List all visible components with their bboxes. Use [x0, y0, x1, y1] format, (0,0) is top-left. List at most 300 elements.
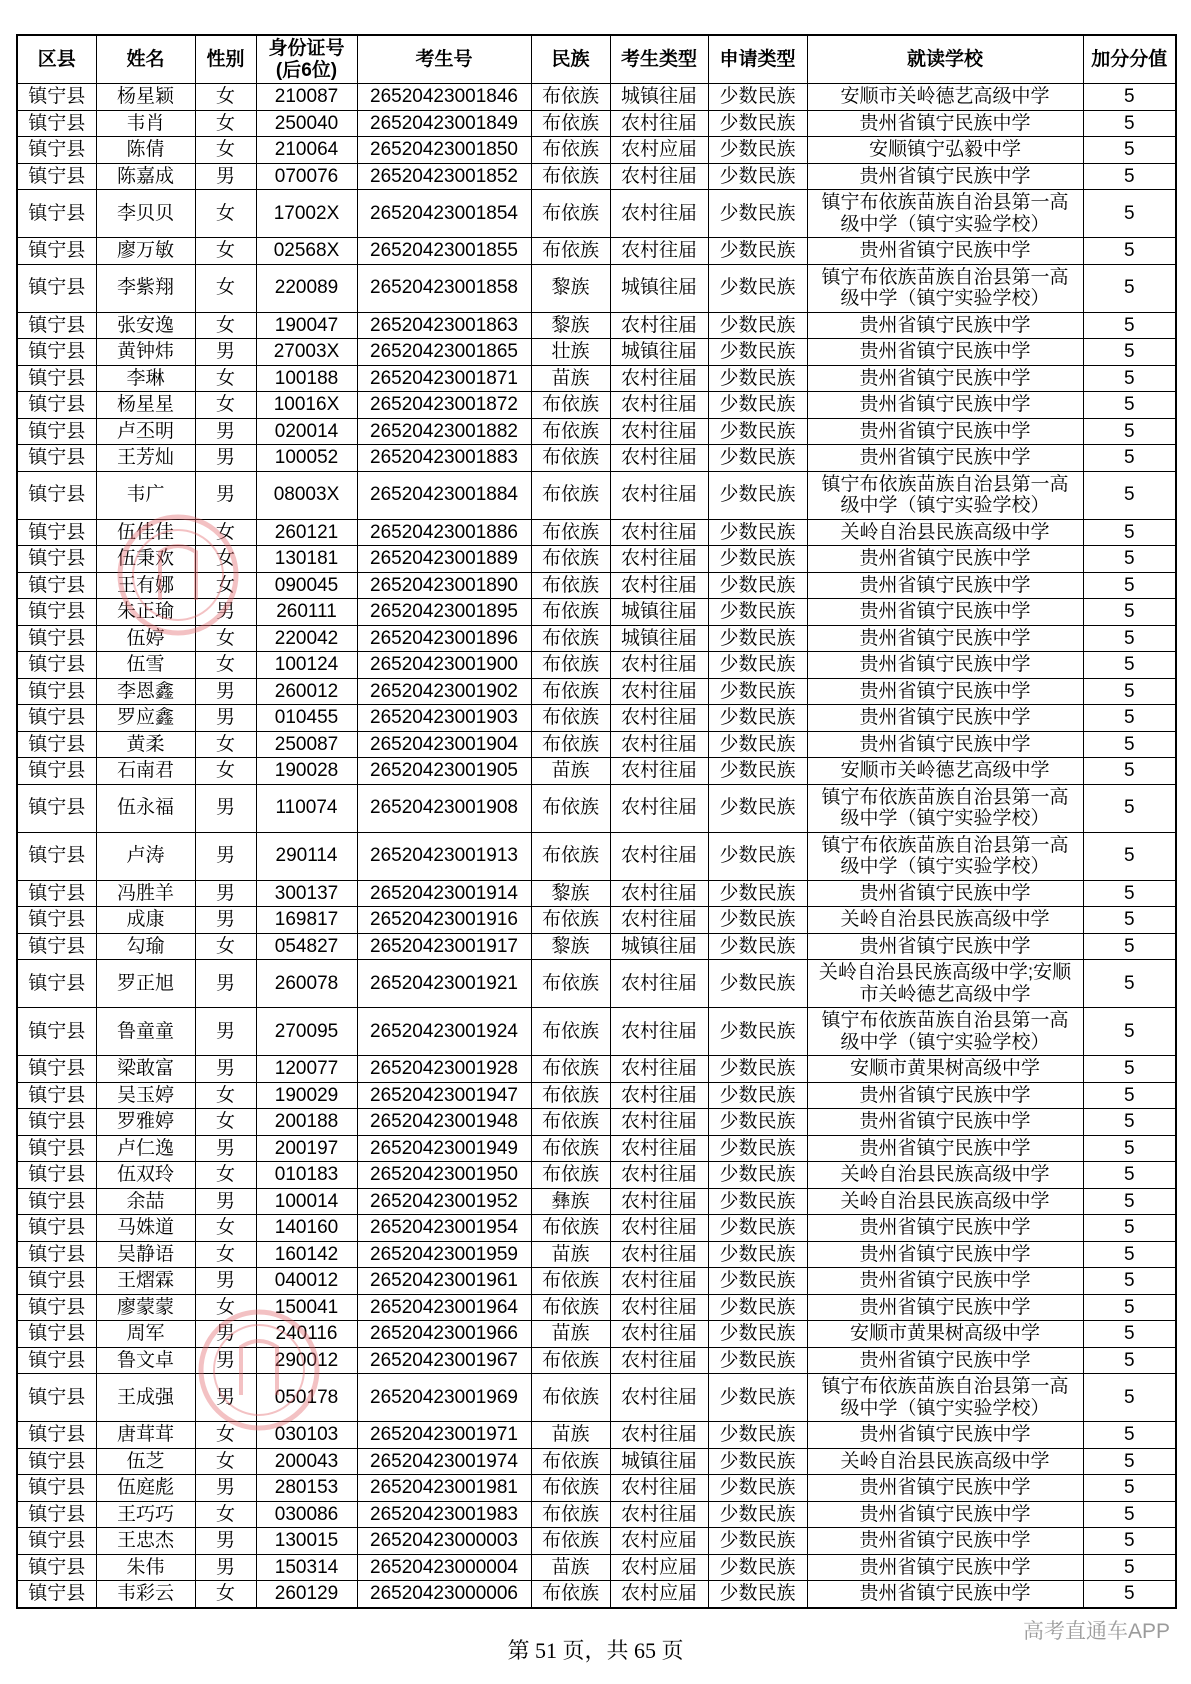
cell-ethnicity: 布依族 [531, 546, 610, 573]
cell-ethnicity: 布依族 [531, 1501, 610, 1528]
cell-name: 梁敢富 [96, 1056, 195, 1083]
cell-exam-number: 26520423001916 [357, 907, 531, 934]
cell-school: 镇宁布依族苗族自治县第一高级中学（镇宁实验学校） [807, 832, 1083, 880]
cell-application-type: 少数民族 [708, 1321, 807, 1348]
cell-gender: 男 [195, 1554, 256, 1581]
cell-gender: 男 [195, 1008, 256, 1056]
cell-id-suffix: 190028 [256, 758, 357, 785]
cell-id-suffix: 100124 [256, 652, 357, 679]
cell-id-suffix: 260111 [256, 599, 357, 626]
cell-name: 罗应鑫 [96, 705, 195, 732]
table-row [17, 312, 1176, 339]
cell-district: 镇宁县 [17, 1056, 96, 1083]
cell-district: 镇宁县 [17, 731, 96, 758]
cell-school: 贵州省镇宁民族中学 [807, 678, 1083, 705]
table-row [17, 1135, 1176, 1162]
table-row [17, 1374, 1176, 1422]
cell-district: 镇宁县 [17, 1321, 96, 1348]
cell-school: 贵州省镇宁民族中学 [807, 312, 1083, 339]
cell-name: 卢丕明 [96, 418, 195, 445]
cell-id-suffix: 260012 [256, 678, 357, 705]
table-row [17, 264, 1176, 312]
cell-exam-number: 26520423001921 [357, 960, 531, 1008]
cell-bonus-points: 5 [1083, 339, 1176, 366]
cell-bonus-points: 5 [1083, 190, 1176, 238]
cell-name: 杨星星 [96, 392, 195, 419]
cell-name: 廖万敏 [96, 238, 195, 265]
cell-id-suffix: 140160 [256, 1215, 357, 1242]
cell-bonus-points: 5 [1083, 907, 1176, 934]
cell-exam-number: 26520423001904 [357, 731, 531, 758]
cell-district: 镇宁县 [17, 652, 96, 679]
cell-district: 镇宁县 [17, 339, 96, 366]
cell-exam-number: 26520423001954 [357, 1215, 531, 1242]
cell-school: 贵州省镇宁民族中学 [807, 392, 1083, 419]
cell-application-type: 少数民族 [708, 1241, 807, 1268]
cell-application-type: 少数民族 [708, 1294, 807, 1321]
header-id-suffix [256, 35, 357, 84]
cell-exam-number: 26520423001959 [357, 1241, 531, 1268]
cell-gender: 女 [195, 312, 256, 339]
cell-candidate-type: 农村往届 [610, 238, 708, 265]
cell-candidate-type: 农村往届 [610, 758, 708, 785]
cell-gender: 女 [195, 1448, 256, 1475]
cell-id-suffix: 290012 [256, 1347, 357, 1374]
cell-ethnicity: 布依族 [531, 1082, 610, 1109]
cell-application-type: 少数民族 [708, 960, 807, 1008]
cell-exam-number: 26520423001947 [357, 1082, 531, 1109]
cell-ethnicity: 布依族 [531, 1056, 610, 1083]
cell-application-type: 少数民族 [708, 880, 807, 907]
cell-exam-number: 26520423001889 [357, 546, 531, 573]
cell-application-type: 少数民族 [708, 1374, 807, 1422]
cell-gender: 男 [195, 1135, 256, 1162]
header-name: 姓名 [96, 35, 195, 84]
cell-school: 贵州省镇宁民族中学 [807, 1109, 1083, 1136]
cell-school: 贵州省镇宁民族中学 [807, 1241, 1083, 1268]
cell-bonus-points: 5 [1083, 625, 1176, 652]
cell-id-suffix: 260078 [256, 960, 357, 1008]
cell-name: 鲁童童 [96, 1008, 195, 1056]
cell-id-suffix: 130181 [256, 546, 357, 573]
cell-name: 马姝道 [96, 1215, 195, 1242]
cell-gender: 男 [195, 678, 256, 705]
cell-district: 镇宁县 [17, 264, 96, 312]
cell-gender: 女 [195, 652, 256, 679]
table-row [17, 907, 1176, 934]
cell-id-suffix: 130015 [256, 1528, 357, 1555]
cell-bonus-points: 5 [1083, 546, 1176, 573]
cell-gender: 男 [195, 832, 256, 880]
cell-gender: 女 [195, 625, 256, 652]
cell-district: 镇宁县 [17, 1528, 96, 1555]
cell-school: 关岭自治县民族高级中学 [807, 1162, 1083, 1189]
cell-district: 镇宁县 [17, 625, 96, 652]
cell-school: 贵州省镇宁民族中学 [807, 599, 1083, 626]
cell-name: 余喆 [96, 1188, 195, 1215]
table-row [17, 137, 1176, 164]
cell-name: 伍婷 [96, 625, 195, 652]
cell-name: 伍庭彪 [96, 1475, 195, 1502]
cell-id-suffix: 250087 [256, 731, 357, 758]
cell-gender: 男 [195, 599, 256, 626]
cell-name: 伍秉欢 [96, 546, 195, 573]
cell-application-type: 少数民族 [708, 84, 807, 111]
cell-id-suffix: 100052 [256, 445, 357, 472]
cell-district: 镇宁县 [17, 519, 96, 546]
cell-id-suffix: 250040 [256, 110, 357, 137]
cell-district: 镇宁县 [17, 678, 96, 705]
cell-bonus-points: 5 [1083, 1581, 1176, 1608]
page-indicator: 第 51 页，共 65 页 [507, 1638, 684, 1663]
cell-candidate-type: 农村往届 [610, 1056, 708, 1083]
cell-school: 关岭自治县民族高级中学 [807, 907, 1083, 934]
cell-id-suffix: 010455 [256, 705, 357, 732]
header-gender: 性别 [195, 35, 256, 84]
cell-ethnicity: 布依族 [531, 1135, 610, 1162]
cell-district: 镇宁县 [17, 312, 96, 339]
cell-application-type: 少数民族 [708, 1528, 807, 1555]
cell-ethnicity: 布依族 [531, 110, 610, 137]
cell-ethnicity: 布依族 [531, 137, 610, 164]
cell-ethnicity: 布依族 [531, 190, 610, 238]
cell-district: 镇宁县 [17, 1188, 96, 1215]
cell-candidate-type: 农村往届 [610, 1135, 708, 1162]
cell-gender: 男 [195, 163, 256, 190]
cell-exam-number: 26520423001871 [357, 365, 531, 392]
cell-application-type: 少数民族 [708, 784, 807, 832]
cell-district: 镇宁县 [17, 1374, 96, 1422]
cell-ethnicity: 苗族 [531, 365, 610, 392]
cell-gender: 男 [195, 471, 256, 519]
table-row [17, 365, 1176, 392]
table-row [17, 1056, 1176, 1083]
cell-district: 镇宁县 [17, 1501, 96, 1528]
table-row [17, 1422, 1176, 1449]
cell-ethnicity: 黎族 [531, 312, 610, 339]
cell-school: 安顺市关岭德艺高级中学 [807, 758, 1083, 785]
cell-candidate-type: 城镇往届 [610, 625, 708, 652]
table-row [17, 1554, 1176, 1581]
cell-bonus-points: 5 [1083, 1554, 1176, 1581]
cell-candidate-type: 农村往届 [610, 880, 708, 907]
cell-application-type: 少数民族 [708, 758, 807, 785]
cell-application-type: 少数民族 [708, 1008, 807, 1056]
cell-ethnicity: 布依族 [531, 652, 610, 679]
cell-ethnicity: 布依族 [531, 1374, 610, 1422]
cell-exam-number: 26520423001884 [357, 471, 531, 519]
cell-ethnicity: 布依族 [531, 163, 610, 190]
cell-school: 关岭自治县民族高级中学;安顺市关岭德艺高级中学 [807, 960, 1083, 1008]
cell-district: 镇宁县 [17, 471, 96, 519]
cell-bonus-points: 5 [1083, 1374, 1176, 1422]
cell-id-suffix: 240116 [256, 1321, 357, 1348]
cell-gender: 男 [195, 1268, 256, 1295]
cell-exam-number: 26520423001908 [357, 784, 531, 832]
cell-application-type: 少数民族 [708, 1215, 807, 1242]
cell-application-type: 少数民族 [708, 1162, 807, 1189]
cell-ethnicity: 苗族 [531, 1554, 610, 1581]
cell-ethnicity: 布依族 [531, 1008, 610, 1056]
cell-candidate-type: 农村往届 [610, 1241, 708, 1268]
table-row [17, 705, 1176, 732]
cell-candidate-type: 城镇往届 [610, 1448, 708, 1475]
table-row [17, 832, 1176, 880]
cell-candidate-type: 农村往届 [610, 471, 708, 519]
cell-exam-number: 26520423001983 [357, 1501, 531, 1528]
cell-bonus-points: 5 [1083, 163, 1176, 190]
cell-application-type: 少数民族 [708, 110, 807, 137]
cell-application-type: 少数民族 [708, 392, 807, 419]
cell-bonus-points: 5 [1083, 471, 1176, 519]
cell-bonus-points: 5 [1083, 418, 1176, 445]
cell-name: 陈嘉成 [96, 163, 195, 190]
cell-ethnicity: 彝族 [531, 1188, 610, 1215]
cell-district: 镇宁县 [17, 832, 96, 880]
cell-gender: 女 [195, 1241, 256, 1268]
cell-id-suffix: 200043 [256, 1448, 357, 1475]
cell-bonus-points: 5 [1083, 1008, 1176, 1056]
cell-id-suffix: 17002X [256, 190, 357, 238]
cell-bonus-points: 5 [1083, 1162, 1176, 1189]
cell-id-suffix: 190029 [256, 1082, 357, 1109]
header-application-type: 申请类型 [708, 35, 807, 84]
cell-bonus-points: 5 [1083, 678, 1176, 705]
cell-application-type: 少数民族 [708, 546, 807, 573]
brand-watermark: 高考直通车APP [1022, 1620, 1170, 1643]
cell-name: 杨星颖 [96, 84, 195, 111]
cell-id-suffix: 27003X [256, 339, 357, 366]
cell-exam-number: 26520423001952 [357, 1188, 531, 1215]
cell-school: 贵州省镇宁民族中学 [807, 1501, 1083, 1528]
cell-gender: 男 [195, 1321, 256, 1348]
table-row [17, 758, 1176, 785]
cell-application-type: 少数民族 [708, 1135, 807, 1162]
cell-candidate-type: 农村往届 [610, 731, 708, 758]
cell-district: 镇宁县 [17, 1422, 96, 1449]
table-row [17, 1321, 1176, 1348]
cell-school: 贵州省镇宁民族中学 [807, 1294, 1083, 1321]
cell-school: 安顺镇宁弘毅中学 [807, 137, 1083, 164]
cell-candidate-type: 农村往届 [610, 960, 708, 1008]
cell-bonus-points: 5 [1083, 731, 1176, 758]
cell-school: 贵州省镇宁民族中学 [807, 652, 1083, 679]
cell-name: 黄钟炜 [96, 339, 195, 366]
cell-ethnicity: 黎族 [531, 880, 610, 907]
cell-candidate-type: 农村往届 [610, 365, 708, 392]
table-row [17, 1215, 1176, 1242]
cell-school: 镇宁布依族苗族自治县第一高级中学（镇宁实验学校） [807, 471, 1083, 519]
cell-exam-number: 26520423001928 [357, 1056, 531, 1083]
cell-district: 镇宁县 [17, 1475, 96, 1502]
cell-name: 王忠杰 [96, 1528, 195, 1555]
cell-bonus-points: 5 [1083, 1268, 1176, 1295]
cell-application-type: 少数民族 [708, 705, 807, 732]
cell-ethnicity: 布依族 [531, 1215, 610, 1242]
cell-exam-number: 26520423001865 [357, 339, 531, 366]
cell-candidate-type: 农村往届 [610, 1422, 708, 1449]
cell-exam-number: 26520423001902 [357, 678, 531, 705]
cell-id-suffix: 070076 [256, 163, 357, 190]
cell-ethnicity: 布依族 [531, 907, 610, 934]
cell-ethnicity: 布依族 [531, 960, 610, 1008]
cell-school: 镇宁布依族苗族自治县第一高级中学（镇宁实验学校） [807, 1008, 1083, 1056]
cell-candidate-type: 农村往届 [610, 1475, 708, 1502]
cell-ethnicity: 布依族 [531, 599, 610, 626]
cell-ethnicity: 布依族 [531, 238, 610, 265]
cell-name: 罗雅婷 [96, 1109, 195, 1136]
cell-application-type: 少数民族 [708, 933, 807, 960]
cell-candidate-type: 农村往届 [610, 652, 708, 679]
cell-application-type: 少数民族 [708, 445, 807, 472]
table-row [17, 678, 1176, 705]
table-body [17, 84, 1176, 1608]
cell-school: 贵州省镇宁民族中学 [807, 1528, 1083, 1555]
cell-name: 勾瑜 [96, 933, 195, 960]
cell-candidate-type: 农村往届 [610, 1321, 708, 1348]
table-row [17, 392, 1176, 419]
cell-name: 伍佳佳 [96, 519, 195, 546]
cell-district: 镇宁县 [17, 1215, 96, 1242]
cell-bonus-points: 5 [1083, 137, 1176, 164]
header-ethnicity: 民族 [531, 35, 610, 84]
cell-application-type: 少数民族 [708, 418, 807, 445]
cell-candidate-type: 农村往届 [610, 392, 708, 419]
cell-exam-number: 26520423001850 [357, 137, 531, 164]
cell-exam-number: 26520423001883 [357, 445, 531, 472]
cell-name: 周军 [96, 1321, 195, 1348]
cell-district: 镇宁县 [17, 238, 96, 265]
cell-school: 贵州省镇宁民族中学 [807, 546, 1083, 573]
cell-application-type: 少数民族 [708, 1422, 807, 1449]
cell-bonus-points: 5 [1083, 1109, 1176, 1136]
cell-name: 朱正瑜 [96, 599, 195, 626]
cell-id-suffix: 090045 [256, 572, 357, 599]
cell-school: 贵州省镇宁民族中学 [807, 1422, 1083, 1449]
table-row [17, 599, 1176, 626]
cell-id-suffix: 200197 [256, 1135, 357, 1162]
cell-name: 廖蒙蒙 [96, 1294, 195, 1321]
cell-school: 镇宁布依族苗族自治县第一高级中学（镇宁实验学校） [807, 264, 1083, 312]
header-bonus-points: 加分分值 [1083, 35, 1176, 84]
cell-application-type: 少数民族 [708, 1082, 807, 1109]
cell-name: 王熠霖 [96, 1268, 195, 1295]
cell-application-type: 少数民族 [708, 652, 807, 679]
cell-name: 韦广 [96, 471, 195, 519]
cell-id-suffix: 030086 [256, 1501, 357, 1528]
cell-gender: 女 [195, 1422, 256, 1449]
table-row [17, 519, 1176, 546]
cell-candidate-type: 农村往届 [610, 907, 708, 934]
cell-bonus-points: 5 [1083, 1215, 1176, 1242]
cell-school: 贵州省镇宁民族中学 [807, 1082, 1083, 1109]
cell-school: 贵州省镇宁民族中学 [807, 1135, 1083, 1162]
cell-gender: 男 [195, 960, 256, 1008]
cell-ethnicity: 布依族 [531, 418, 610, 445]
cell-exam-number: 26520423001974 [357, 1448, 531, 1475]
cell-school: 关岭自治县民族高级中学 [807, 1188, 1083, 1215]
cell-district: 镇宁县 [17, 190, 96, 238]
cell-exam-number: 26520423001967 [357, 1347, 531, 1374]
cell-ethnicity: 布依族 [531, 1581, 610, 1608]
cell-application-type: 少数民族 [708, 163, 807, 190]
cell-bonus-points: 5 [1083, 445, 1176, 472]
cell-candidate-type: 农村往届 [610, 1501, 708, 1528]
cell-exam-number: 26520423001854 [357, 190, 531, 238]
cell-gender: 女 [195, 1082, 256, 1109]
cell-candidate-type: 农村往届 [610, 1008, 708, 1056]
cell-gender: 女 [195, 1162, 256, 1189]
cell-candidate-type: 农村往届 [610, 163, 708, 190]
cell-gender: 女 [195, 1294, 256, 1321]
cell-school: 贵州省镇宁民族中学 [807, 705, 1083, 732]
cell-candidate-type: 农村应届 [610, 1554, 708, 1581]
table-row [17, 1501, 1176, 1528]
cell-exam-number: 26520423000003 [357, 1528, 531, 1555]
cell-exam-number: 26520423001903 [357, 705, 531, 732]
cell-school: 贵州省镇宁民族中学 [807, 572, 1083, 599]
cell-name: 黄柔 [96, 731, 195, 758]
cell-candidate-type: 农村应届 [610, 1528, 708, 1555]
cell-district: 镇宁县 [17, 933, 96, 960]
cell-bonus-points: 5 [1083, 1056, 1176, 1083]
cell-bonus-points: 5 [1083, 1294, 1176, 1321]
cell-ethnicity: 布依族 [531, 572, 610, 599]
table-row [17, 546, 1176, 573]
cell-bonus-points: 5 [1083, 84, 1176, 111]
table-row [17, 1528, 1176, 1555]
table-row [17, 339, 1176, 366]
cell-candidate-type: 农村往届 [610, 519, 708, 546]
cell-exam-number: 26520423001855 [357, 238, 531, 265]
cell-gender: 女 [195, 1581, 256, 1608]
cell-gender: 女 [195, 110, 256, 137]
cell-district: 镇宁县 [17, 418, 96, 445]
cell-gender: 女 [195, 731, 256, 758]
cell-school: 关岭自治县民族高级中学 [807, 1448, 1083, 1475]
cell-district: 镇宁县 [17, 1109, 96, 1136]
cell-candidate-type: 农村往届 [610, 546, 708, 573]
table-row [17, 784, 1176, 832]
cell-ethnicity: 壮族 [531, 339, 610, 366]
cell-name: 冯胜羊 [96, 880, 195, 907]
cell-id-suffix: 290114 [256, 832, 357, 880]
cell-candidate-type: 城镇往届 [610, 264, 708, 312]
cell-school: 贵州省镇宁民族中学 [807, 880, 1083, 907]
cell-name: 卢仁逸 [96, 1135, 195, 1162]
cell-id-suffix: 054827 [256, 933, 357, 960]
cell-bonus-points: 5 [1083, 1528, 1176, 1555]
cell-id-suffix: 020014 [256, 418, 357, 445]
cell-application-type: 少数民族 [708, 678, 807, 705]
cell-school: 贵州省镇宁民族中学 [807, 339, 1083, 366]
table-row [17, 84, 1176, 111]
cell-name: 朱伟 [96, 1554, 195, 1581]
cell-candidate-type: 农村往届 [610, 1347, 708, 1374]
cell-candidate-type: 农村往届 [610, 1082, 708, 1109]
cell-exam-number: 26520423001852 [357, 163, 531, 190]
cell-ethnicity: 布依族 [531, 1294, 610, 1321]
cell-exam-number: 26520423001895 [357, 599, 531, 626]
cell-exam-number: 26520423000004 [357, 1554, 531, 1581]
cell-candidate-type: 城镇往届 [610, 933, 708, 960]
cell-candidate-type: 农村往届 [610, 1188, 708, 1215]
cell-candidate-type: 农村往届 [610, 572, 708, 599]
cell-id-suffix: 220089 [256, 264, 357, 312]
cell-school: 贵州省镇宁民族中学 [807, 445, 1083, 472]
cell-application-type: 少数民族 [708, 137, 807, 164]
cell-application-type: 少数民族 [708, 1347, 807, 1374]
